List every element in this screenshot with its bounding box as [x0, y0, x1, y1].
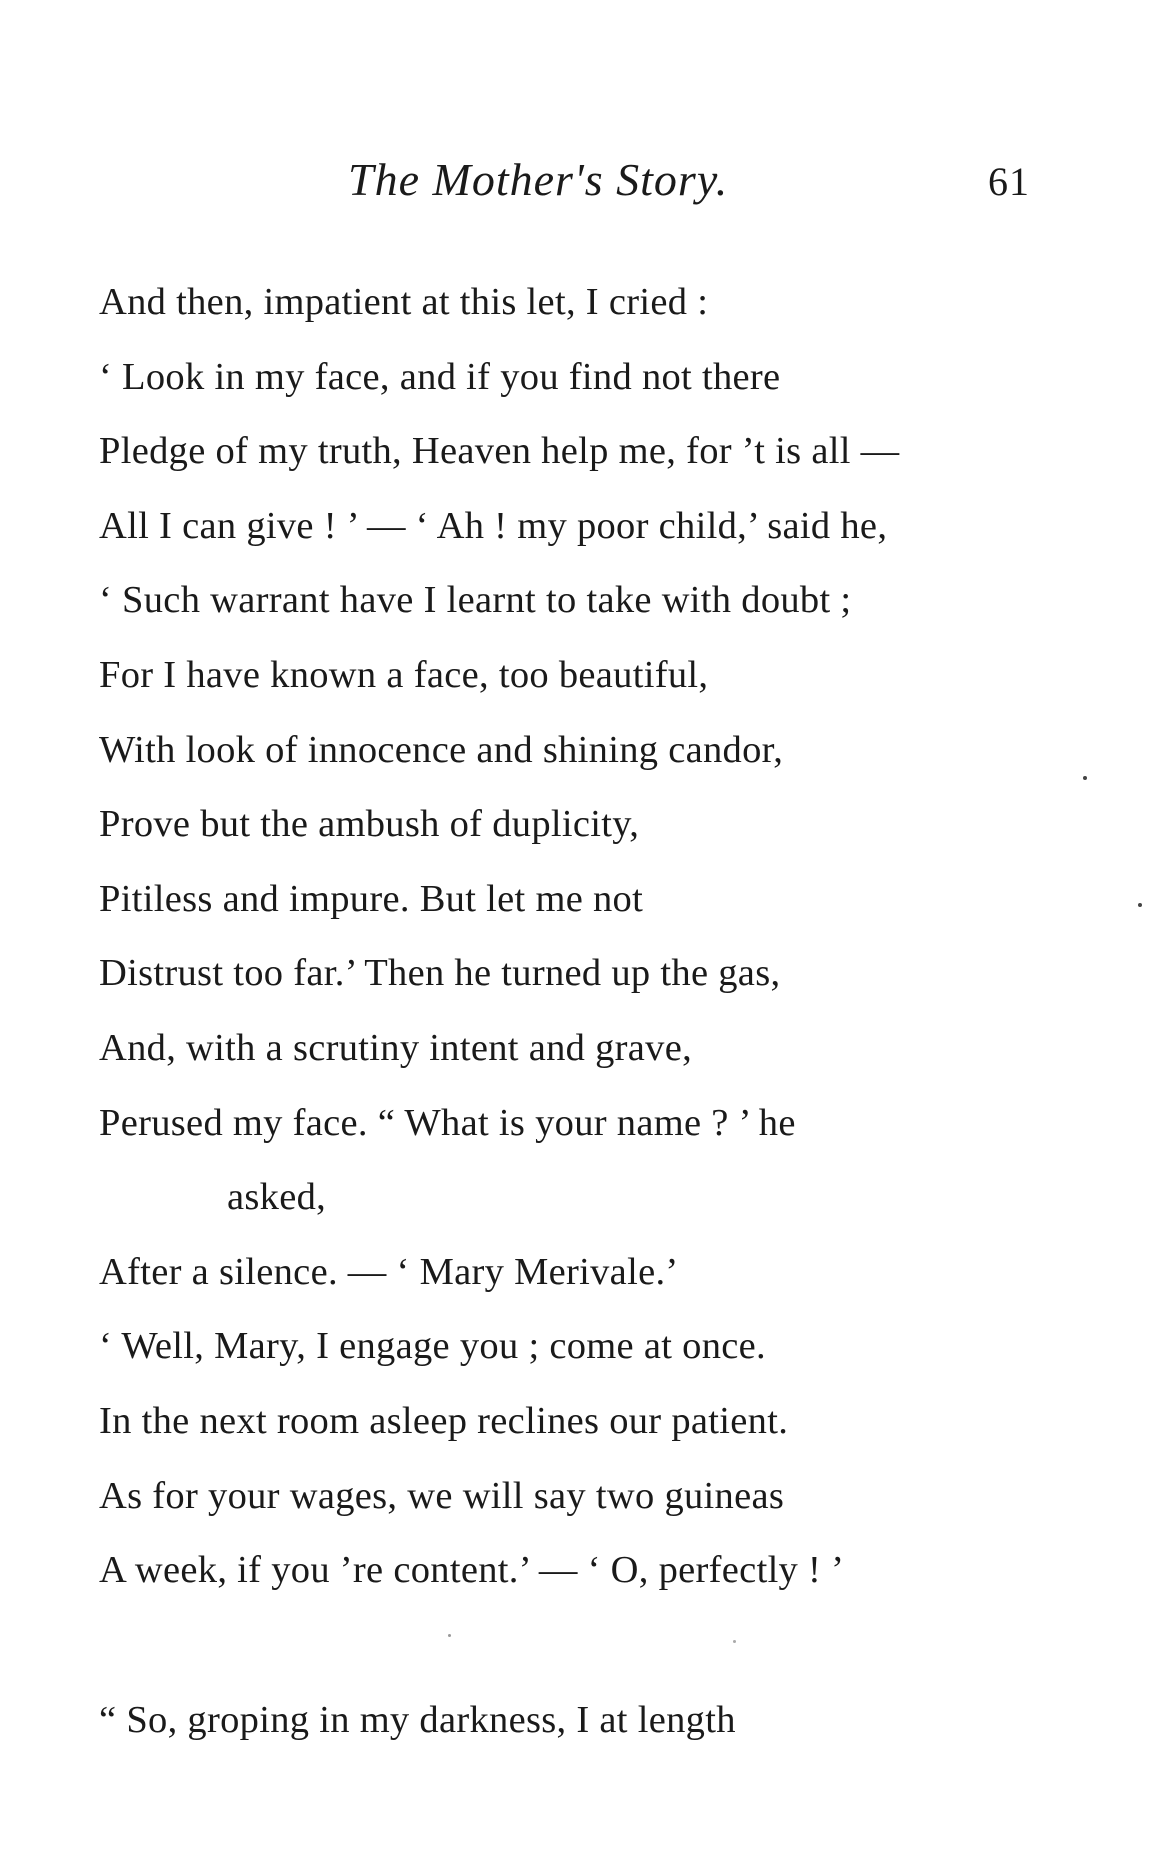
verse-line: All I can give ! ’ — ‘ Ah ! my poor child,’ said he,: [99, 504, 888, 547]
closing-line: “ So, groping in my darkness, I at length: [99, 1699, 736, 1741]
verse-line: Perused my face. “ What is your name ? ’ he: [99, 1101, 796, 1144]
verse-line: A week, if you ’re content.’ — ‘ O, perfectly ! ’: [99, 1549, 845, 1592]
verse-line: Pledge of my truth, Heaven help me, for ’t is all —: [99, 430, 900, 473]
verse-line-turnover: asked,: [227, 1176, 327, 1219]
page-speck: [448, 1634, 451, 1637]
verse-line: And then, impatient at this let, I cried :: [99, 281, 709, 323]
verse-line: ‘ Look in my face, and if you find not there: [99, 355, 781, 398]
verse-line: After a silence. — ‘ Mary Merivale.’: [99, 1250, 679, 1293]
running-title: The Mother's Story.: [348, 154, 729, 205]
page-speck: [1083, 776, 1087, 780]
verse-line: As for your wages, we will say two guineas: [99, 1474, 785, 1517]
verse-line: For I have known a face, too beautiful,: [99, 653, 709, 696]
verse-line: With look of innocence and shining candor,: [99, 728, 784, 771]
verse-block: [99, 265, 1039, 1608]
running-head: [0, 152, 1155, 212]
verse-line: ‘ Such warrant have I learnt to take with doubt ;: [99, 579, 852, 622]
page-speck: [733, 1640, 736, 1643]
verse-line: In the next room asleep reclines our patient.: [99, 1399, 789, 1442]
verse-line: Pitiless and impure. But let me not: [99, 877, 644, 920]
verse-line: And, with a scrutiny intent and grave,: [99, 1026, 693, 1069]
verse-line: Distrust too far.’ Then he turned up the gas,: [99, 952, 781, 995]
page-number: 61: [988, 159, 1030, 204]
verse-line: ‘ Well, Mary, I engage you ; come at once.: [99, 1325, 766, 1368]
page-speck: [1138, 903, 1142, 907]
verse-line: Prove but the ambush of duplicity,: [99, 803, 640, 846]
